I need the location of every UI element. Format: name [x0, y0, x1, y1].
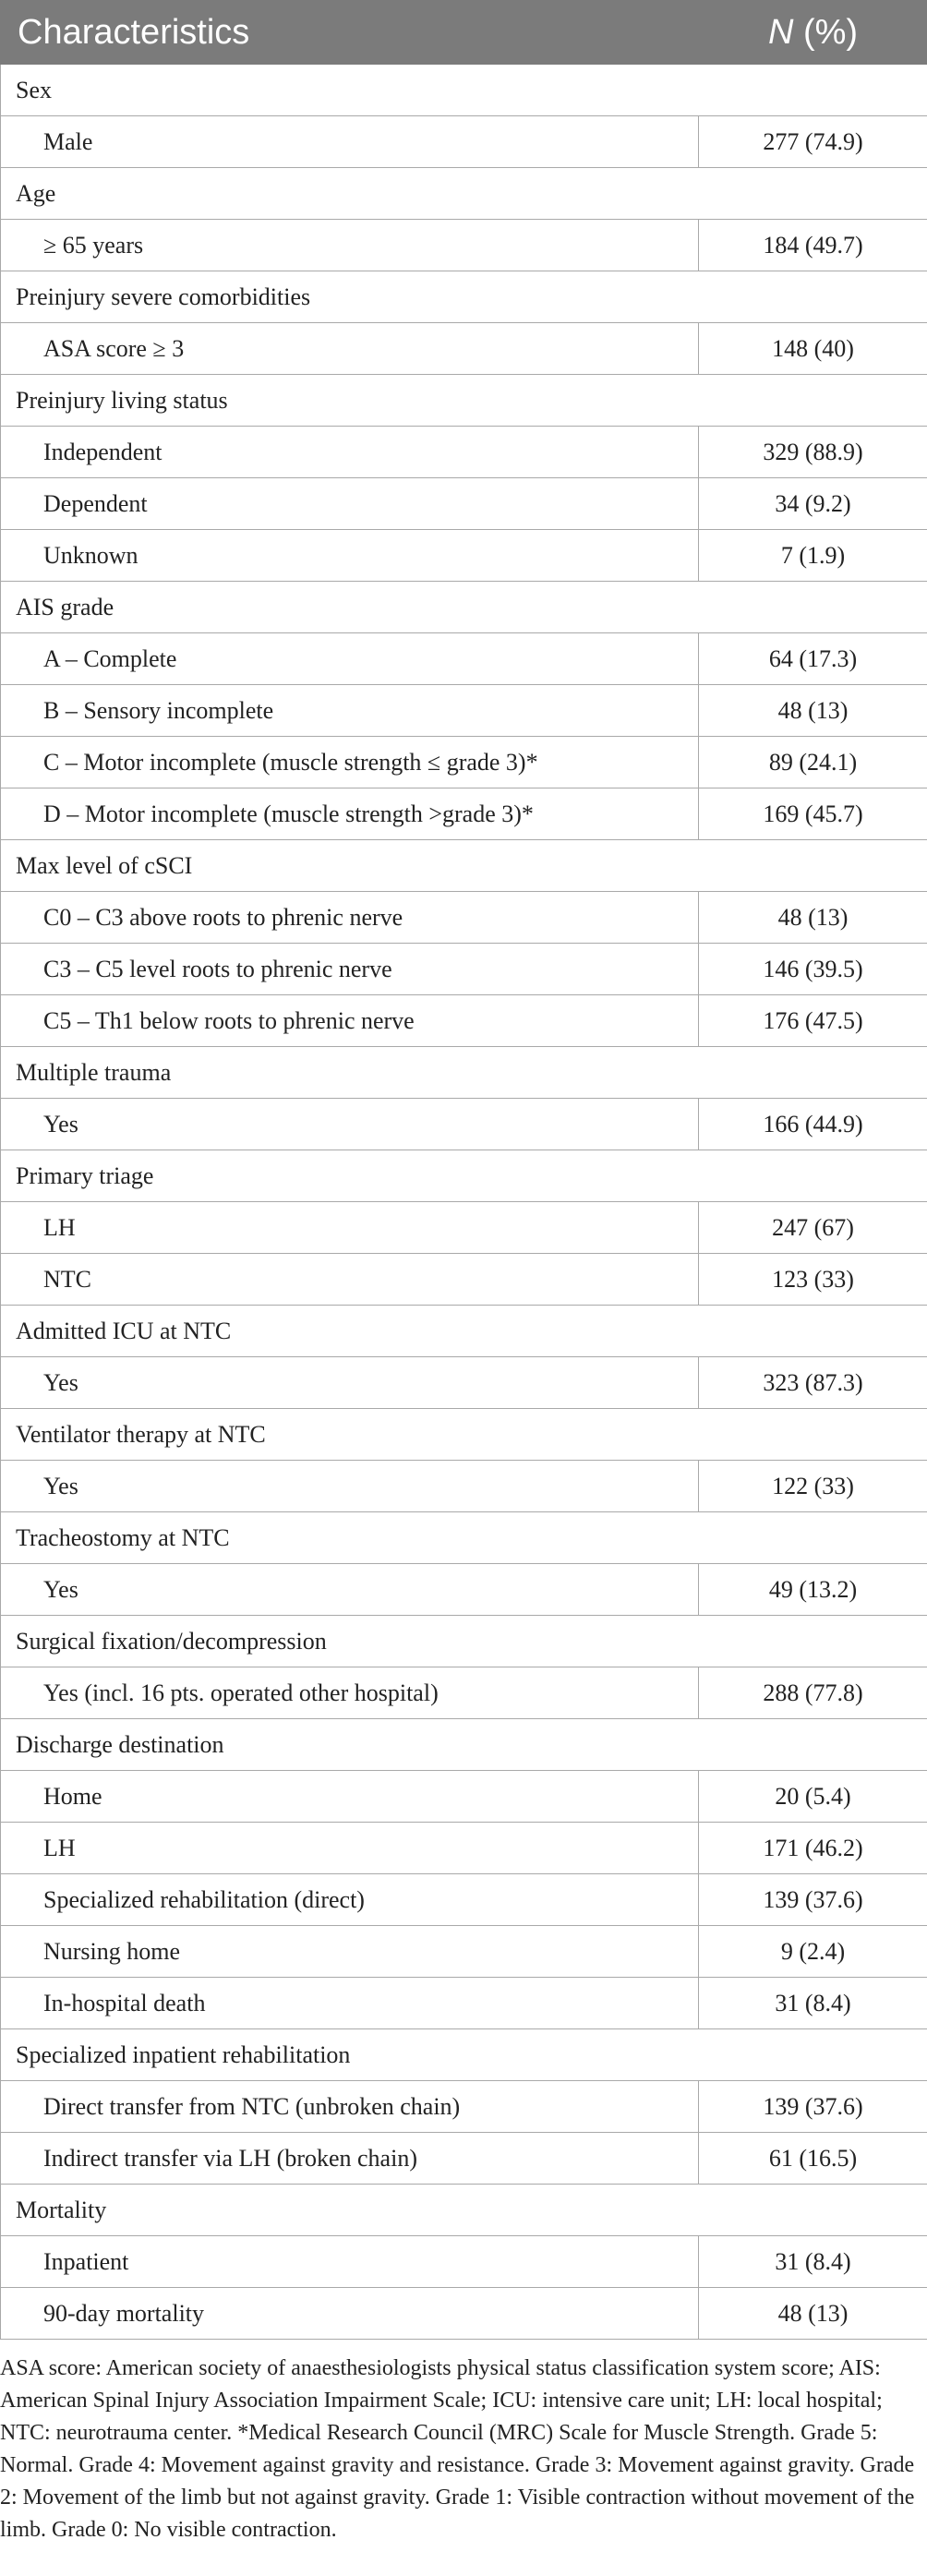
row-value: 171 (46.2) — [699, 1823, 927, 1874]
row-label: A – Complete — [1, 633, 699, 685]
table-row — [1, 2236, 927, 2288]
row-label: C3 – C5 level roots to phrenic nerve — [1, 944, 699, 995]
section-row — [1, 271, 927, 323]
header-row — [1, 1, 927, 65]
header-n-percent — [699, 1, 927, 65]
section-label: Preinjury severe comorbidities — [1, 271, 927, 323]
row-value: 146 (39.5) — [699, 944, 927, 995]
section-label: Admitted ICU at NTC — [1, 1306, 927, 1357]
row-label: Yes — [1, 1357, 699, 1409]
row-label: Specialized rehabilitation (direct) — [1, 1874, 699, 1926]
section-label: Age — [1, 168, 927, 220]
row-value: 31 (8.4) — [699, 2236, 927, 2288]
row-value: 148 (40) — [699, 323, 927, 375]
section-row — [1, 1719, 927, 1771]
table-row — [1, 2288, 927, 2340]
section-label: Specialized inpatient rehabilitation — [1, 2029, 927, 2081]
row-value: 64 (17.3) — [699, 633, 927, 685]
row-value: 48 (13) — [699, 2288, 927, 2340]
row-label: NTC — [1, 1254, 699, 1306]
row-label: C0 – C3 above roots to phrenic nerve — [1, 892, 699, 944]
table-row — [1, 427, 927, 478]
row-label: D – Motor incomplete (muscle strength >grade 3)* — [1, 788, 699, 840]
row-label: 90-day mortality — [1, 2288, 699, 2340]
row-value: 139 (37.6) — [699, 1874, 927, 1926]
header-n: N — [767, 12, 794, 52]
table-row — [1, 1461, 927, 1512]
row-label: LH — [1, 1823, 699, 1874]
table-row — [1, 1771, 927, 1823]
row-label: Indirect transfer via LH (broken chain) — [1, 2133, 699, 2185]
table-row — [1, 220, 927, 271]
section-label: Ventilator therapy at NTC — [1, 1409, 927, 1461]
section-label: Max level of cSCI — [1, 840, 927, 892]
row-value: 288 (77.8) — [699, 1667, 927, 1719]
row-label: C5 – Th1 below roots to phrenic nerve — [1, 995, 699, 1047]
table-row — [1, 892, 927, 944]
section-label: Sex — [1, 65, 927, 116]
section-row — [1, 168, 927, 220]
row-value: 7 (1.9) — [699, 530, 927, 582]
row-label: ≥ 65 years — [1, 220, 699, 271]
table-row — [1, 2133, 927, 2185]
table-row — [1, 944, 927, 995]
table-row — [1, 685, 927, 737]
table-row — [1, 633, 927, 685]
table-row — [1, 995, 927, 1047]
table-row — [1, 1874, 927, 1926]
table-row — [1, 1978, 927, 2029]
table-row — [1, 116, 927, 168]
row-value: 166 (44.9) — [699, 1099, 927, 1150]
table-footnote: ASA score: American society of anaesthesiologists physical status classification system score; AIS: American Spinal Injury Association Impairment Scale; ICU: intensive care unit; LH: local hospital; NTC: neurotrauma center. *Medical Research Council (MRC) Scale for Muscle Strength. Grade 5: Normal. Grade 4: Movement against gravity and resistance. Grade 3: Movement against gravity. Grade 2: Movement of the limb but not against gravity. Grade 1: Visible contraction without movement of the limb. Grade 0: No visible contraction. — [0, 2356, 915, 2542]
section-row — [1, 840, 927, 892]
row-label: Yes — [1, 1099, 699, 1150]
row-value: 20 (5.4) — [699, 1771, 927, 1823]
section-row — [1, 1047, 927, 1099]
section-label: Primary triage — [1, 1150, 927, 1202]
table-row — [1, 530, 927, 582]
section-label: AIS grade — [1, 582, 927, 633]
row-value: 329 (88.9) — [699, 427, 927, 478]
section-row — [1, 1150, 927, 1202]
row-value: 139 (37.6) — [699, 2081, 927, 2133]
table-row — [1, 2081, 927, 2133]
table-row — [1, 478, 927, 530]
row-value: 123 (33) — [699, 1254, 927, 1306]
row-value: 31 (8.4) — [699, 1978, 927, 2029]
row-label: Nursing home — [1, 1926, 699, 1978]
row-value: 61 (16.5) — [699, 2133, 927, 2185]
row-label: LH — [1, 1202, 699, 1254]
table-row — [1, 1926, 927, 1978]
section-label: Surgical fixation/decompression — [1, 1616, 927, 1667]
row-label: Male — [1, 116, 699, 168]
header-percent: (%) — [793, 12, 859, 52]
row-value: 48 (13) — [699, 892, 927, 944]
section-label: Mortality — [1, 2185, 927, 2236]
section-label: Multiple trauma — [1, 1047, 927, 1099]
table-body — [1, 65, 927, 2340]
section-label: Preinjury living status — [1, 375, 927, 427]
table-row — [1, 1823, 927, 1874]
row-label: In-hospital death — [1, 1978, 699, 2029]
row-value: 323 (87.3) — [699, 1357, 927, 1409]
row-value: 49 (13.2) — [699, 1564, 927, 1616]
row-label: Yes — [1, 1564, 699, 1616]
table-header — [1, 1, 927, 65]
row-value: 89 (24.1) — [699, 737, 927, 788]
row-value: 277 (74.9) — [699, 116, 927, 168]
row-label: Independent — [1, 427, 699, 478]
row-label: Unknown — [1, 530, 699, 582]
row-value: 9 (2.4) — [699, 1926, 927, 1978]
section-row — [1, 375, 927, 427]
row-label: B – Sensory incomplete — [1, 685, 699, 737]
section-row — [1, 1512, 927, 1564]
table-row — [1, 1667, 927, 1719]
row-label: C – Motor incomplete (muscle strength ≤ grade 3)* — [1, 737, 699, 788]
section-row — [1, 1306, 927, 1357]
row-value: 247 (67) — [699, 1202, 927, 1254]
row-label: ASA score ≥ 3 — [1, 323, 699, 375]
row-value: 34 (9.2) — [699, 478, 927, 530]
section-row — [1, 65, 927, 116]
row-label: Direct transfer from NTC (unbroken chain) — [1, 2081, 699, 2133]
row-label: Yes — [1, 1461, 699, 1512]
row-value: 184 (49.7) — [699, 220, 927, 271]
row-value: 176 (47.5) — [699, 995, 927, 1047]
row-value: 169 (45.7) — [699, 788, 927, 840]
table-row — [1, 1099, 927, 1150]
section-row — [1, 1616, 927, 1667]
row-label: Dependent — [1, 478, 699, 530]
section-row — [1, 1409, 927, 1461]
table-row — [1, 1357, 927, 1409]
section-label: Discharge destination — [1, 1719, 927, 1771]
table-row — [1, 788, 927, 840]
table-row — [1, 737, 927, 788]
row-label: Inpatient — [1, 2236, 699, 2288]
section-label: Tracheostomy at NTC — [1, 1512, 927, 1564]
row-label: Yes (incl. 16 pts. operated other hospital) — [1, 1667, 699, 1719]
table-row — [1, 1202, 927, 1254]
row-label: Home — [1, 1771, 699, 1823]
row-value: 122 (33) — [699, 1461, 927, 1512]
section-row — [1, 2185, 927, 2236]
table-row — [1, 1564, 927, 1616]
table-row — [1, 1254, 927, 1306]
section-row — [1, 2029, 927, 2081]
section-row — [1, 582, 927, 633]
row-value: 48 (13) — [699, 685, 927, 737]
table-row — [1, 323, 927, 375]
header-characteristics: Characteristics — [1, 1, 699, 65]
